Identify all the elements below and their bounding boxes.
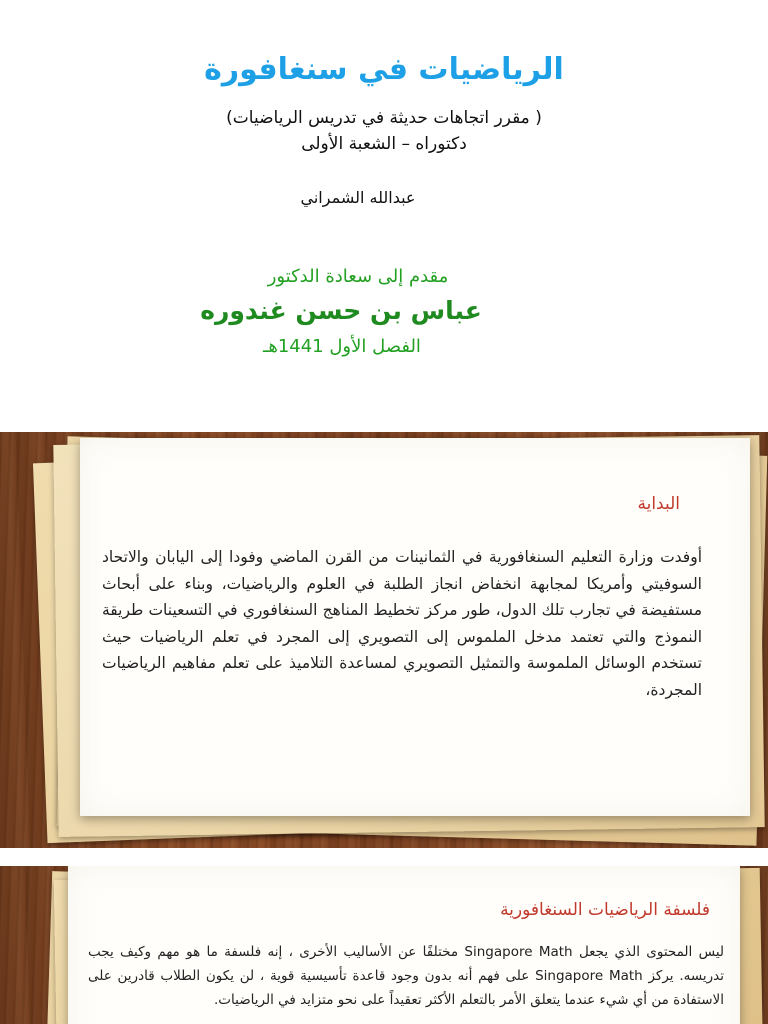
section-heading: البداية — [637, 494, 680, 514]
section-paragraph: أوفدت وزارة التعليم السنغافورية في الثمانينات من القرن الماضي وفودا إلى اليابان والاتحاد السوفيتي وأمريكا لمجابهة انخفاض انجاز الطلبة في العلوم والرياضيات، وبناء على أبحاث مستفيضة في تجارب تلك الدول، طور مركز تخطيط المناهج السنغافوري في التسعينات طريقة النموذج والتي تعتمد مدخل الملموس إلى التصويري إلى المجرد في تعلم الرياضيات حيث تستخدم الوسائل الملموسة والتمثيل التصويري لمساعدة التلاميذ على تعلم مفاهيم الرياضيات المجردة، — [102, 548, 702, 699]
presentation-title: الرياضيات في سنغافورة — [204, 52, 564, 87]
course-name: ( مقرر اتجاهات حديثة في تدريس الرياضيات) — [226, 108, 542, 128]
slide-background-wood — [0, 432, 768, 848]
section-heading: فلسفة الرياضيات السنغافورية — [500, 900, 710, 920]
author-name: عبدالله الشمراني — [300, 188, 416, 207]
semester-label: الفصل الأول 1441هـ — [263, 336, 421, 357]
section-paragraph: ليس المحتوى الذي يجعل Singapore Math مختلفًا عن الأساليب الأخرى ، إنه فلسفة ما هو مهم وكيف يجب تدريسه. يركز Singapore Math على فهم أنه بدون وجود قاعدة تأسيسية قوية ، لن يكون الطلاب قادرين على الاستفادة من أي شيء عندما يتعلق الأمر بالتعلم الأكثر تعقيداً على نحو متزايد في الرياضيات. — [88, 944, 725, 1008]
program-name: دكتوراه – الشعبة الأولى — [301, 134, 467, 154]
title-slide — [0, 0, 768, 430]
presented-to-label: مقدم إلى سعادة الدكتور — [267, 266, 449, 287]
content-card — [68, 866, 740, 1024]
content-card — [80, 438, 750, 816]
slide-background-wood — [0, 866, 768, 1024]
doctor-name: عباس بن حسن غندوره — [200, 296, 482, 325]
